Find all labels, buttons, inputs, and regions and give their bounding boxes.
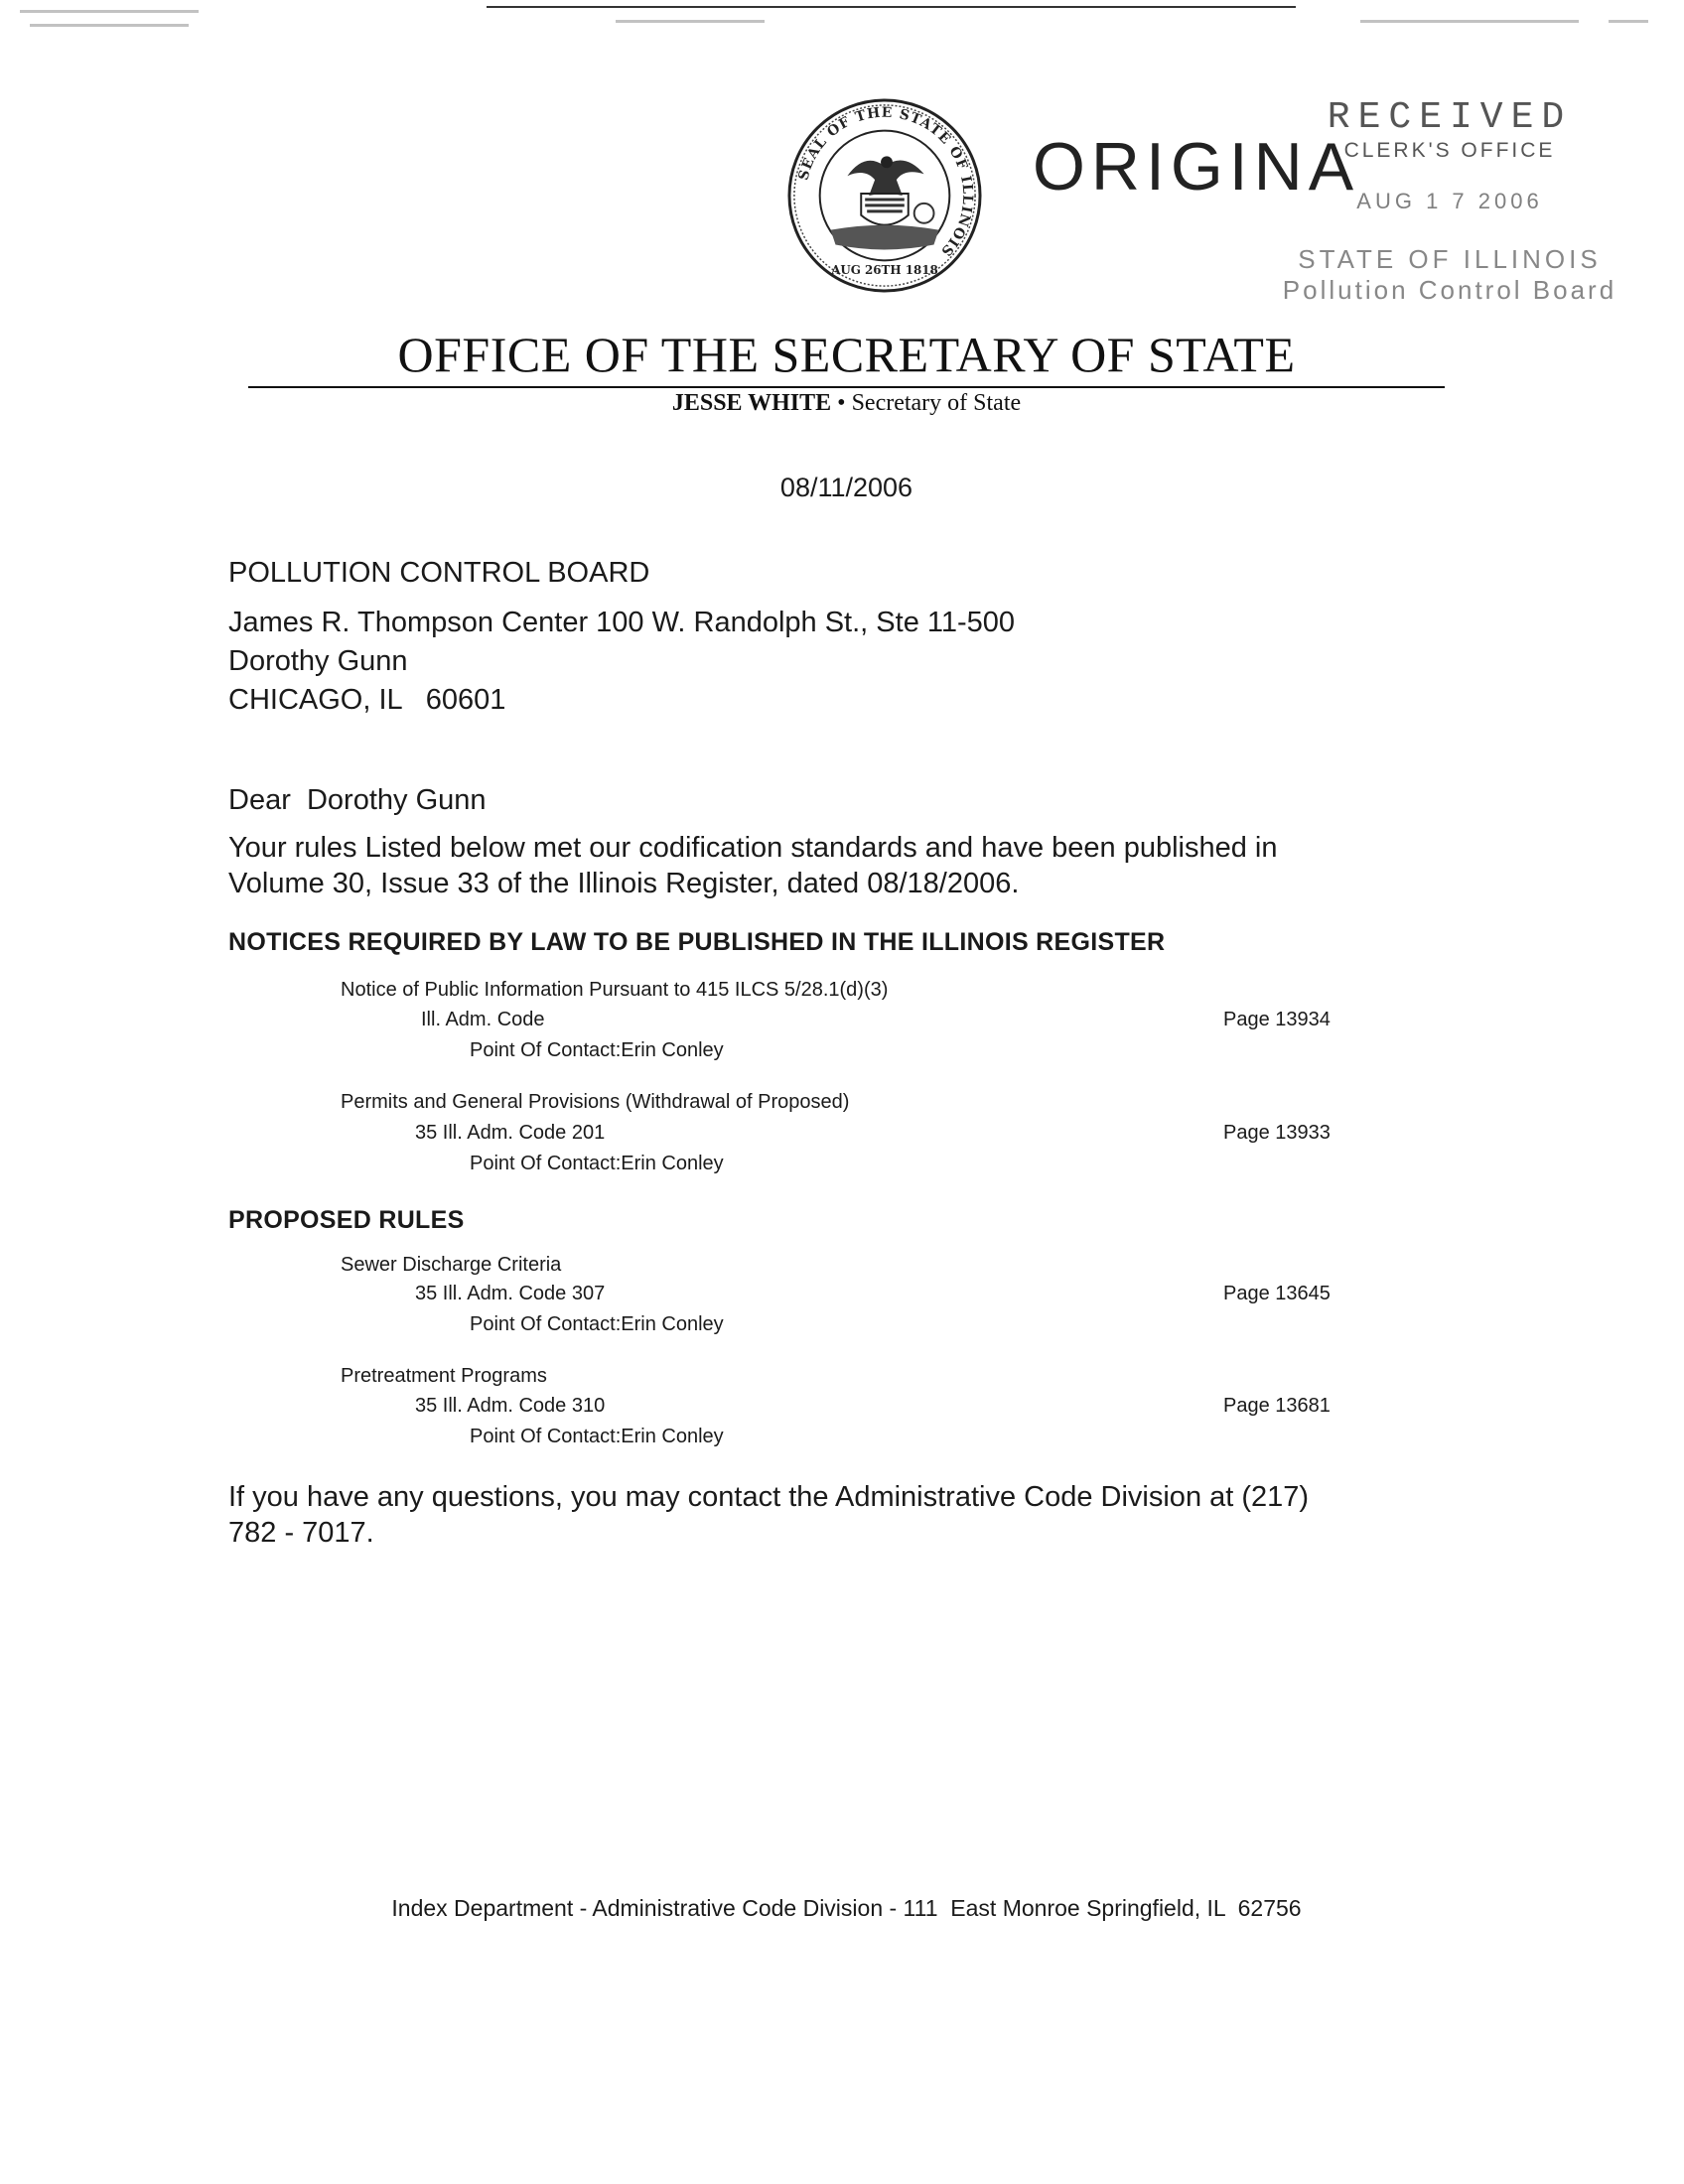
received-stamp <box>1281 96 1618 318</box>
item-code: 35 Ill. Adm. Code 201 <box>415 1122 606 1144</box>
item-title: Pretreatment Programs <box>341 1365 547 1387</box>
stamp-state: STATE OF ILLINOIS <box>1298 244 1602 274</box>
recipient-city: CHICAGO, IL 60601 <box>228 684 506 716</box>
recipient-street: James R. Thompson Center 100 W. Randolph St., Ste 11-500 <box>228 607 1016 638</box>
stamp-clerks-office: CLERK'S OFFICE <box>1343 139 1556 162</box>
intro-paragraph: Your rules Listed below met our codification standards and have been published in Volume 30, Issue 33 of the Illinois Register, dated 08/18/2006. <box>228 832 1278 899</box>
item-contact: Point Of Contact:Erin Conley <box>470 1039 724 1061</box>
scan-noise <box>1360 20 1579 23</box>
scan-noise <box>616 20 765 23</box>
item-code: 35 Ill. Adm. Code 310 <box>415 1395 606 1417</box>
stamp-board: Pollution Control Board <box>1282 275 1617 305</box>
footer-address: Index Department - Administrative Code Division - 111 East Monroe Springfield, IL 62756 <box>391 1895 1302 1921</box>
stamp-received: RECEIVED <box>1327 96 1573 139</box>
item-page: Page 13933 <box>1223 1122 1331 1144</box>
scan-noise <box>30 24 189 27</box>
illinois-state-seal <box>786 97 983 294</box>
svg-text:AUG 26TH 1818: AUG 26TH 1818 <box>831 263 938 278</box>
item-title: Notice of Public Information Pursuant to 415 ILCS 5/28.1(d)(3) <box>341 979 889 1001</box>
item-contact: Point Of Contact:Erin Conley <box>470 1313 724 1335</box>
secretary-line: JESSE WHITE • Secretary of State <box>671 390 1022 416</box>
recipient-org: POLLUTION CONTROL BOARD <box>228 557 650 589</box>
item-contact: Point Of Contact:Erin Conley <box>470 1153 724 1174</box>
item-title: Sewer Discharge Criteria <box>341 1254 562 1276</box>
secretary-name: JESSE WHITE <box>671 390 832 416</box>
item-code: 35 Ill. Adm. Code 307 <box>415 1283 606 1304</box>
secretary-title: Secretary of State <box>851 390 1022 416</box>
section-heading-notices: NOTICES REQUIRED BY LAW TO BE PUBLISHED IN THE ILLINOIS REGISTER <box>228 928 1166 956</box>
recipient-contact: Dorothy Gunn <box>228 645 408 677</box>
item-page: Page 13681 <box>1223 1395 1331 1417</box>
letter-date: 08/11/2006 <box>779 473 913 502</box>
item-page: Page 13645 <box>1223 1283 1331 1304</box>
svg-text:SEAL OF THE STATE OF ILLINOIS: SEAL OF THE STATE OF ILLINOIS <box>795 104 976 260</box>
item-title: Permits and General Provisions (Withdrawal of Proposed) <box>341 1091 850 1113</box>
office-title: OFFICE OF THE SECRETARY OF STATE <box>397 327 1296 382</box>
item-code: Ill. Adm. Code <box>421 1009 545 1030</box>
scan-noise <box>20 10 199 13</box>
stamp-date: AUG 1 7 2006 <box>1356 189 1543 213</box>
scan-top-line <box>487 6 1296 8</box>
section-heading-proposed: PROPOSED RULES <box>228 1206 465 1234</box>
closing-paragraph: If you have any questions, you may contact the Administrative Code Division at (217) 782 - 7017. <box>228 1481 1310 1549</box>
item-page: Page 13934 <box>1223 1009 1331 1030</box>
header-rule <box>248 386 1445 388</box>
original-stamp: ORIGINA <box>1033 129 1360 205</box>
salutation: Dear Dorothy Gunn <box>228 784 487 816</box>
item-contact: Point Of Contact:Erin Conley <box>470 1426 724 1447</box>
scan-noise <box>1609 20 1648 23</box>
